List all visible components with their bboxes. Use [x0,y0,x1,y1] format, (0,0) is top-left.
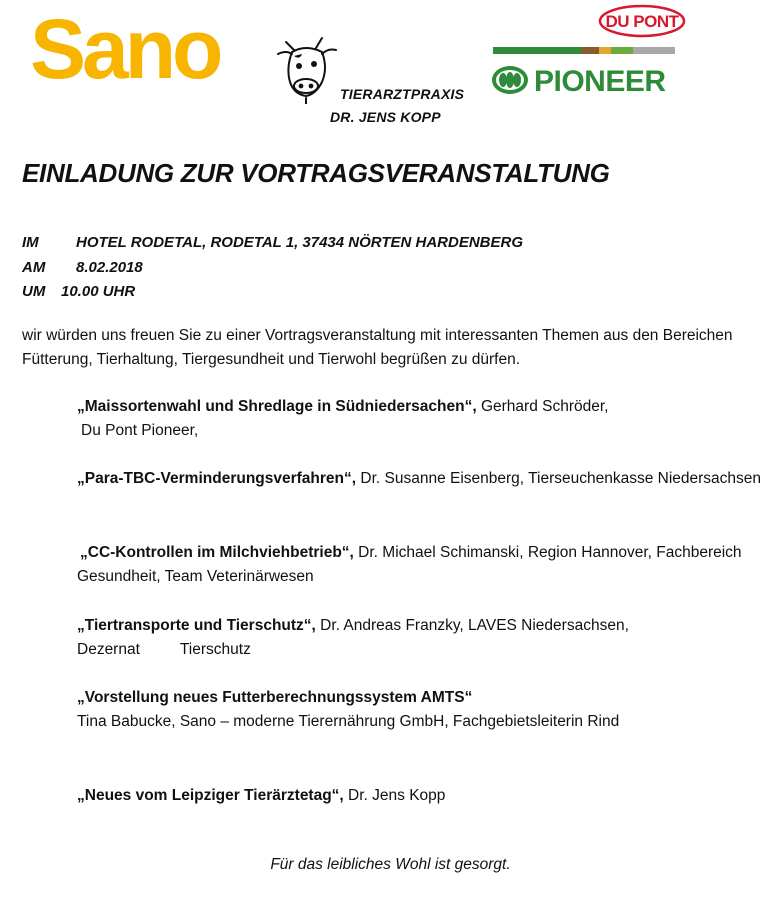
event-place-value: HOTEL RODETAL, RODETAL 1, 37434 NÖRTEN HARDENBERG [76,234,524,251]
closing-note: Für das leibliches Wohl ist gesorgt. [270,856,511,873]
talk-speaker-unit: Tierschutz [179,641,251,658]
talk-speaker-org: Du Pont Pioneer, [81,422,199,439]
talk-speaker: Dr. Michael Schimanski, Region Hannover, Fachbereich Gesundheit, Team Veterinärwesen [77,544,742,585]
talk-item [77,467,767,491]
sano-logo [30,6,260,96]
event-date-value: 8.02.2018 [76,259,143,276]
talk-speaker: Dr. Andreas Franzky, LAVES Niedersachsen, [315,617,629,634]
sano-logo-text: Sano [30,6,220,96]
talk-title: „Tiertransporte und Tierschutz“, [77,617,316,634]
pioneer-logo [490,58,680,98]
talk-speaker: Gerhard Schröder, [476,398,609,415]
talk-item [77,686,767,734]
talk-speaker: Dr. Susanne Eisenberg, Tierseuchenkasse Niedersachsen [356,470,762,487]
dupont-logo [598,4,686,38]
talk-item [77,395,767,443]
document-title: EINLADUNG ZUR VORTRAGSVERANSTALTUNG [22,158,610,188]
talk-speaker: Dr. Jens Kopp [343,787,446,804]
dupont-logo-text: DU PONT [605,12,679,31]
talk-item [77,614,767,662]
talk-speaker: Tina Babucke, Sano – moderne Tierernährung GmbH, Fachgebietsleiterin Rind [77,713,620,730]
talk-speaker-dept: Dezernat [77,641,140,658]
cow-icon [272,32,342,104]
talk-title: „Maissortenwahl und Shredlage in Südniedersachen“, [77,398,477,415]
event-date-label: AM [22,259,46,276]
pioneer-color-bar [493,47,675,54]
talk-title: „Neues vom Leipziger Tierärztetag“, [77,787,344,804]
talk-item [77,784,767,808]
practice-owner: DR. JENS KOPP [330,109,441,125]
talk-title: „Para-TBC-Verminderungsverfahren“, [77,470,357,487]
event-place-label: IM [22,234,39,251]
talk-item [77,541,767,589]
pioneer-logo-text: PIONEER [534,65,666,98]
event-time-label: UM [22,283,46,300]
talk-title: „Vorstellung neues Futterberechnungssystem AMTS“ [77,689,473,706]
pioneer-emblem-icon [492,66,528,94]
talk-title: „CC-Kontrollen im Milchviehbetrieb“, [80,544,354,561]
event-time-value: 10.00 UHR [61,283,136,300]
intro-paragraph: wir würden uns freuen Sie zu einer Vortragsveranstaltung mit interessanten Themen aus den Bereichen Fütterung, Tierhaltung, Tiergesundheit und Tierwohl begrüßen zu dürfen. [22,327,733,368]
practice-name: TIERARZTPRAXIS [340,86,465,102]
